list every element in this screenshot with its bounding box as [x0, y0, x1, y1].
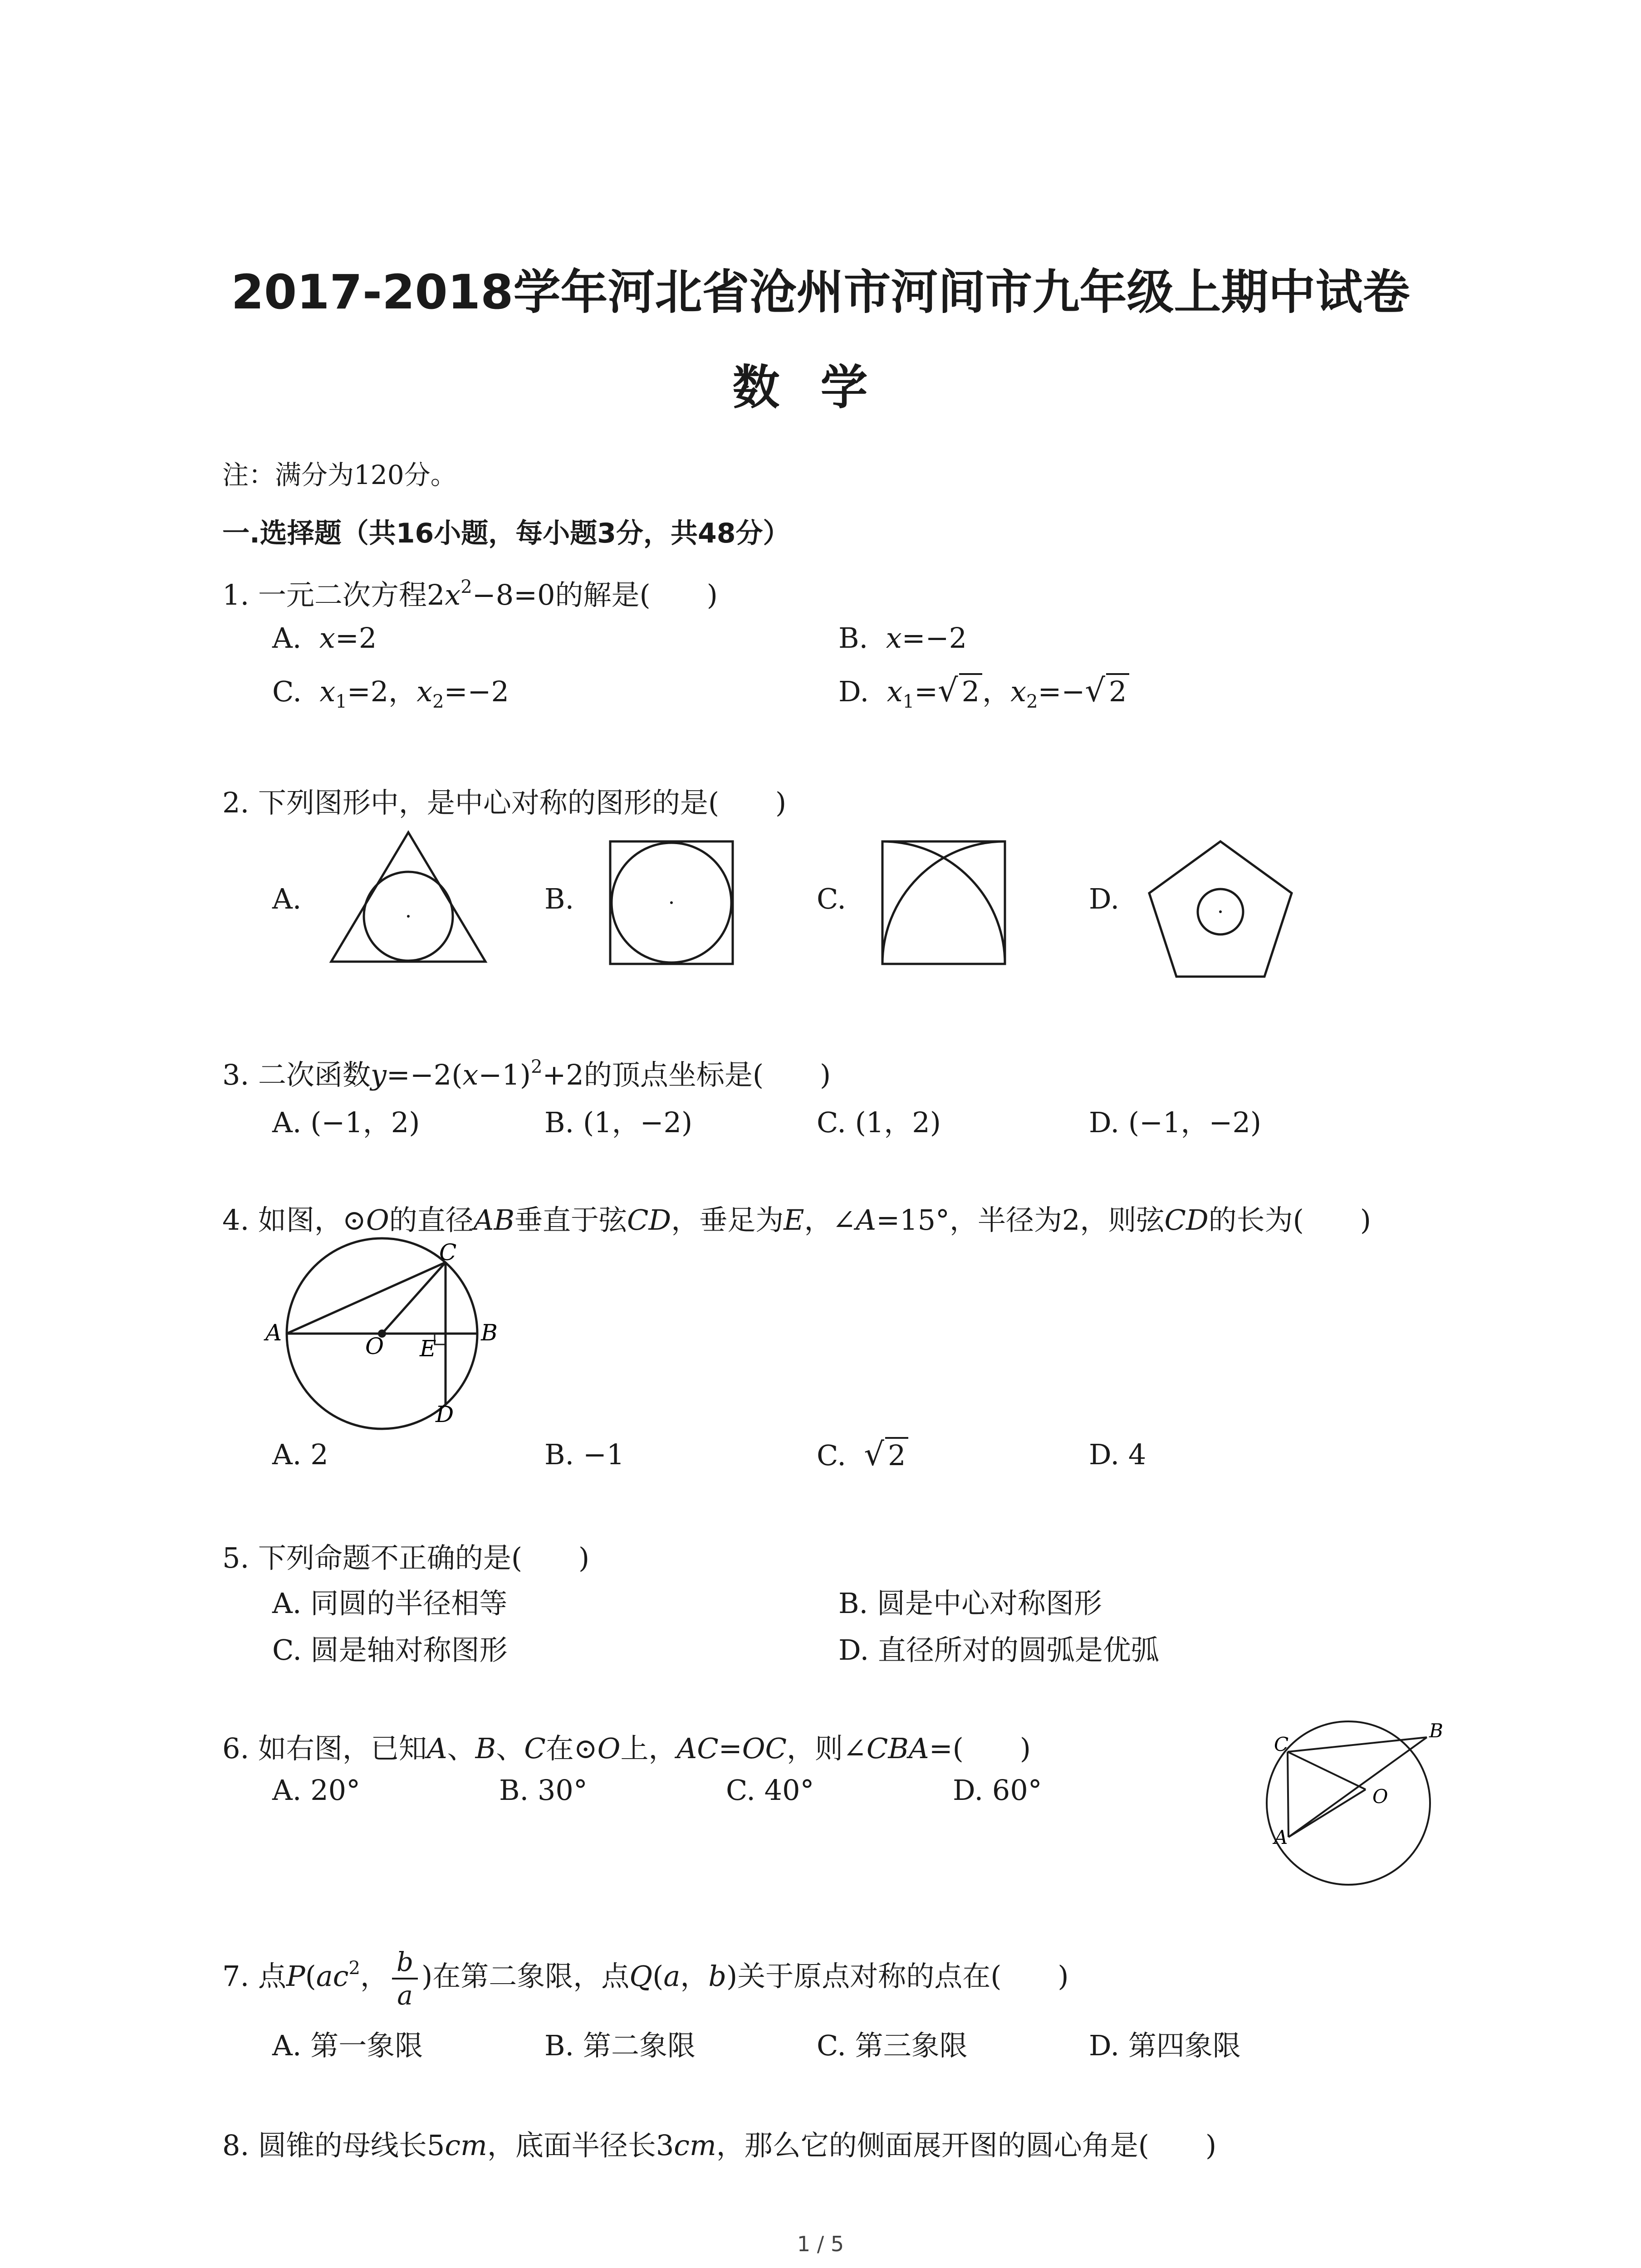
- q7-option-c: C. 第三象限: [817, 2029, 968, 2062]
- q6-option-a: A. 20°: [272, 1774, 361, 1807]
- q6-option-c: C. 40°: [726, 1774, 814, 1807]
- q2-figure-d-pentagon: [1149, 841, 1292, 977]
- q3-option-b: B. (1，−2): [544, 1106, 693, 1139]
- q1-option-d: D. $x_1=√$ 2，$x_2=-√$ 2: [838, 669, 1129, 712]
- q2-option-a-label: A.: [272, 882, 302, 915]
- q7-option-b: B. 第二象限: [544, 2029, 696, 2062]
- q6-option-d: D. 60°: [953, 1774, 1042, 1807]
- question-5: 5. 下列命题不正确的是( ): [222, 1541, 590, 1574]
- q1-option-b: B. x=−2: [838, 621, 967, 655]
- q4-option-c: C. √ 2: [817, 1436, 908, 1473]
- page-title: 2017-2018学年河北省沧州市河间市九年级上期中试卷: [231, 264, 1410, 320]
- q3-option-a: A. (−1，2): [272, 1106, 420, 1139]
- q5-option-d: D. 直径所对的圆弧是优弧: [838, 1633, 1159, 1667]
- q2-option-c-label: C.: [817, 882, 846, 915]
- q2-option-d-label: D.: [1089, 882, 1120, 915]
- q7-option-d: D. 第四象限: [1089, 2029, 1241, 2062]
- question-4: 4. 如图，⊙O的直径AB垂直于弦CD，垂足为E，∠A=15°，半径为2，则弦CD的长为( ): [222, 1203, 1372, 1237]
- q6-figure-circle: [1267, 1721, 1430, 1885]
- q4-label-e: E: [420, 1335, 436, 1362]
- q4-label-o: O: [365, 1333, 384, 1359]
- q6-label-a: A: [1274, 1826, 1288, 1848]
- question-1: 1. 一元二次方程$2x^2-8=0$的解是( ): [222, 577, 718, 611]
- q1-option-a: A. x=2: [272, 621, 377, 655]
- q4-label-d: D: [436, 1401, 454, 1427]
- subject-title: 数学: [732, 360, 909, 415]
- question-2: 2. 下列图形中，是中心对称的图形的是( ): [222, 786, 787, 819]
- question-7: 7. 点$P(ac^2$， $\frac{b}{a}$ )在第二象限，点Q(a，b)关于原点对称的点在( ): [222, 1946, 1069, 2011]
- q7-option-a: A. 第一象限: [272, 2029, 423, 2062]
- q5-option-b: B. 圆是中心对称图形: [838, 1587, 1102, 1620]
- question-6: 6. 如右图，已知A、B、C在⊙O上，AC=OC，则∠CBA=( ): [222, 1732, 1031, 1765]
- q4-option-b: B. −1: [544, 1438, 625, 1471]
- page-number: 1 / 5: [797, 2232, 844, 2256]
- section-heading: 一.选择题（共16小题，每小题3分，共48分）: [222, 518, 790, 549]
- q2-option-b-label: B.: [544, 882, 574, 915]
- score-note: 注：满分为120分。: [222, 459, 457, 490]
- q3-option-d: D. (−1，−2): [1089, 1106, 1262, 1139]
- q1-option-c: C. $x_1=2$，$x_2=-2$: [272, 675, 509, 712]
- q4-label-a: A: [265, 1320, 282, 1346]
- q6-label-c: C: [1274, 1733, 1289, 1755]
- q4-label-b: B: [481, 1320, 498, 1346]
- q5-option-a: A. 同圆的半径相等: [272, 1587, 508, 1620]
- q2-figure-a-triangle: [331, 832, 485, 962]
- q2-figure-c-square-arcs: [882, 841, 1005, 964]
- q6-label-o: O: [1372, 1785, 1388, 1808]
- q6-option-b: B. 30°: [499, 1774, 588, 1807]
- q3-option-c: C. (1，2): [817, 1106, 941, 1139]
- question-8: 8. 圆锥的母线长5cm，底面半径长3cm，那么它的侧面展开图的圆心角是( ): [222, 2129, 1217, 2162]
- question-3: 3. 二次函数$y=-2(x-1)^2+2$的顶点坐标是( ): [222, 1056, 831, 1091]
- q4-option-d: D. 4: [1089, 1438, 1146, 1471]
- q6-label-b: B: [1429, 1720, 1443, 1742]
- fraction-b-over-a: $\frac{b}{a}$: [392, 1946, 418, 2011]
- q5-option-c: C. 圆是轴对称图形: [272, 1633, 508, 1667]
- q4-option-a: A. 2: [272, 1438, 328, 1471]
- q4-label-c: C: [439, 1239, 457, 1266]
